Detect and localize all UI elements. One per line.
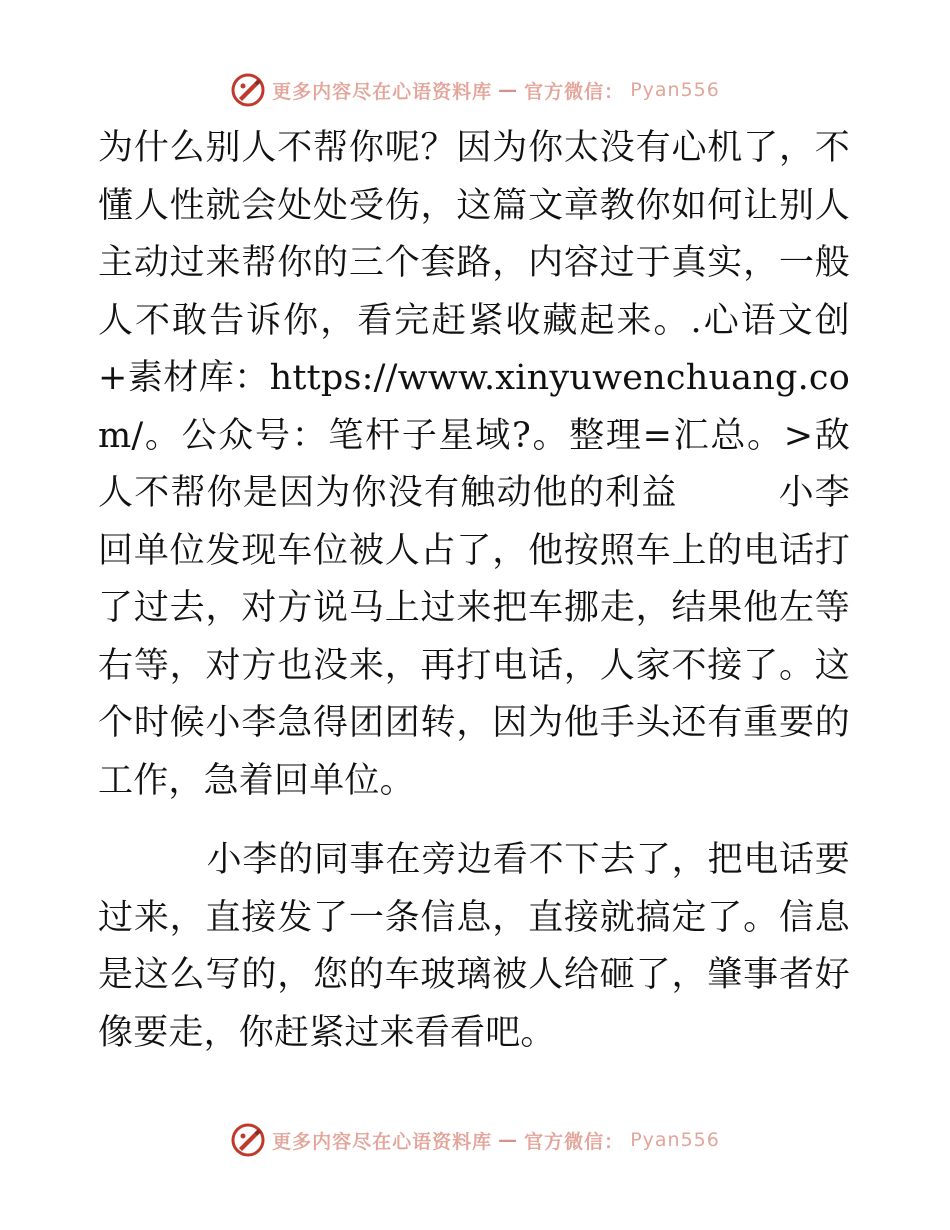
- watermark-separator: —: [498, 79, 519, 101]
- watermark-brand: 更多内容尽在心语资料库: [272, 1130, 493, 1153]
- paragraph-2: [98, 832, 850, 1062]
- document-body: [98, 120, 850, 1062]
- brand-logo-icon: [230, 72, 266, 108]
- watermark-separator: —: [498, 1129, 519, 1151]
- brand-logo-icon: [230, 1122, 266, 1158]
- paragraph-1-part-a: 为什么别人不帮你呢？因为你太没有心机了，不懂人性就会处处受伤，这篇文章教你如何让别人主动过来帮你的三个套路，内容过于真实，一般人不敢告诉你，看完赶紧收藏起来。.心语文创+素材库：https://www.xinyuwenchuang.com/。公众号：笔杆子星域?。整理=汇总。>敌人不帮你是因为你没有触动他的利益: [98, 128, 850, 513]
- paragraph-2-text: 小李的同事在旁边看不下去了，把电话要过来，直接发了一条信息，直接就搞定了。信息是这么写的，您的车玻璃被人给砸了，肇事者好像要走，你赶紧过来看看吧。: [98, 840, 850, 1053]
- paragraph-1-part-b: 小李回单位发现车位被人占了，他按照车上的电话打了过去，对方说马上过来把车挪走，结果他左等右等，对方也没来，再打电话，人家不接了。这个时候小李急得团团转，因为他手头还有重要的工作，急着回单位。: [98, 473, 851, 801]
- watermark-wechat-label: 官方微信：: [524, 80, 625, 103]
- watermark-wechat-id: Pyan556: [630, 1129, 720, 1151]
- watermark-brand: 更多内容尽在心语资料库: [272, 80, 493, 103]
- watermark-wechat-label: 官方微信：: [524, 1130, 625, 1153]
- header-watermark: [0, 70, 950, 110]
- footer-watermark: [0, 1120, 950, 1160]
- paragraph-1: [98, 120, 850, 810]
- watermark-wechat-id: Pyan556: [630, 79, 720, 101]
